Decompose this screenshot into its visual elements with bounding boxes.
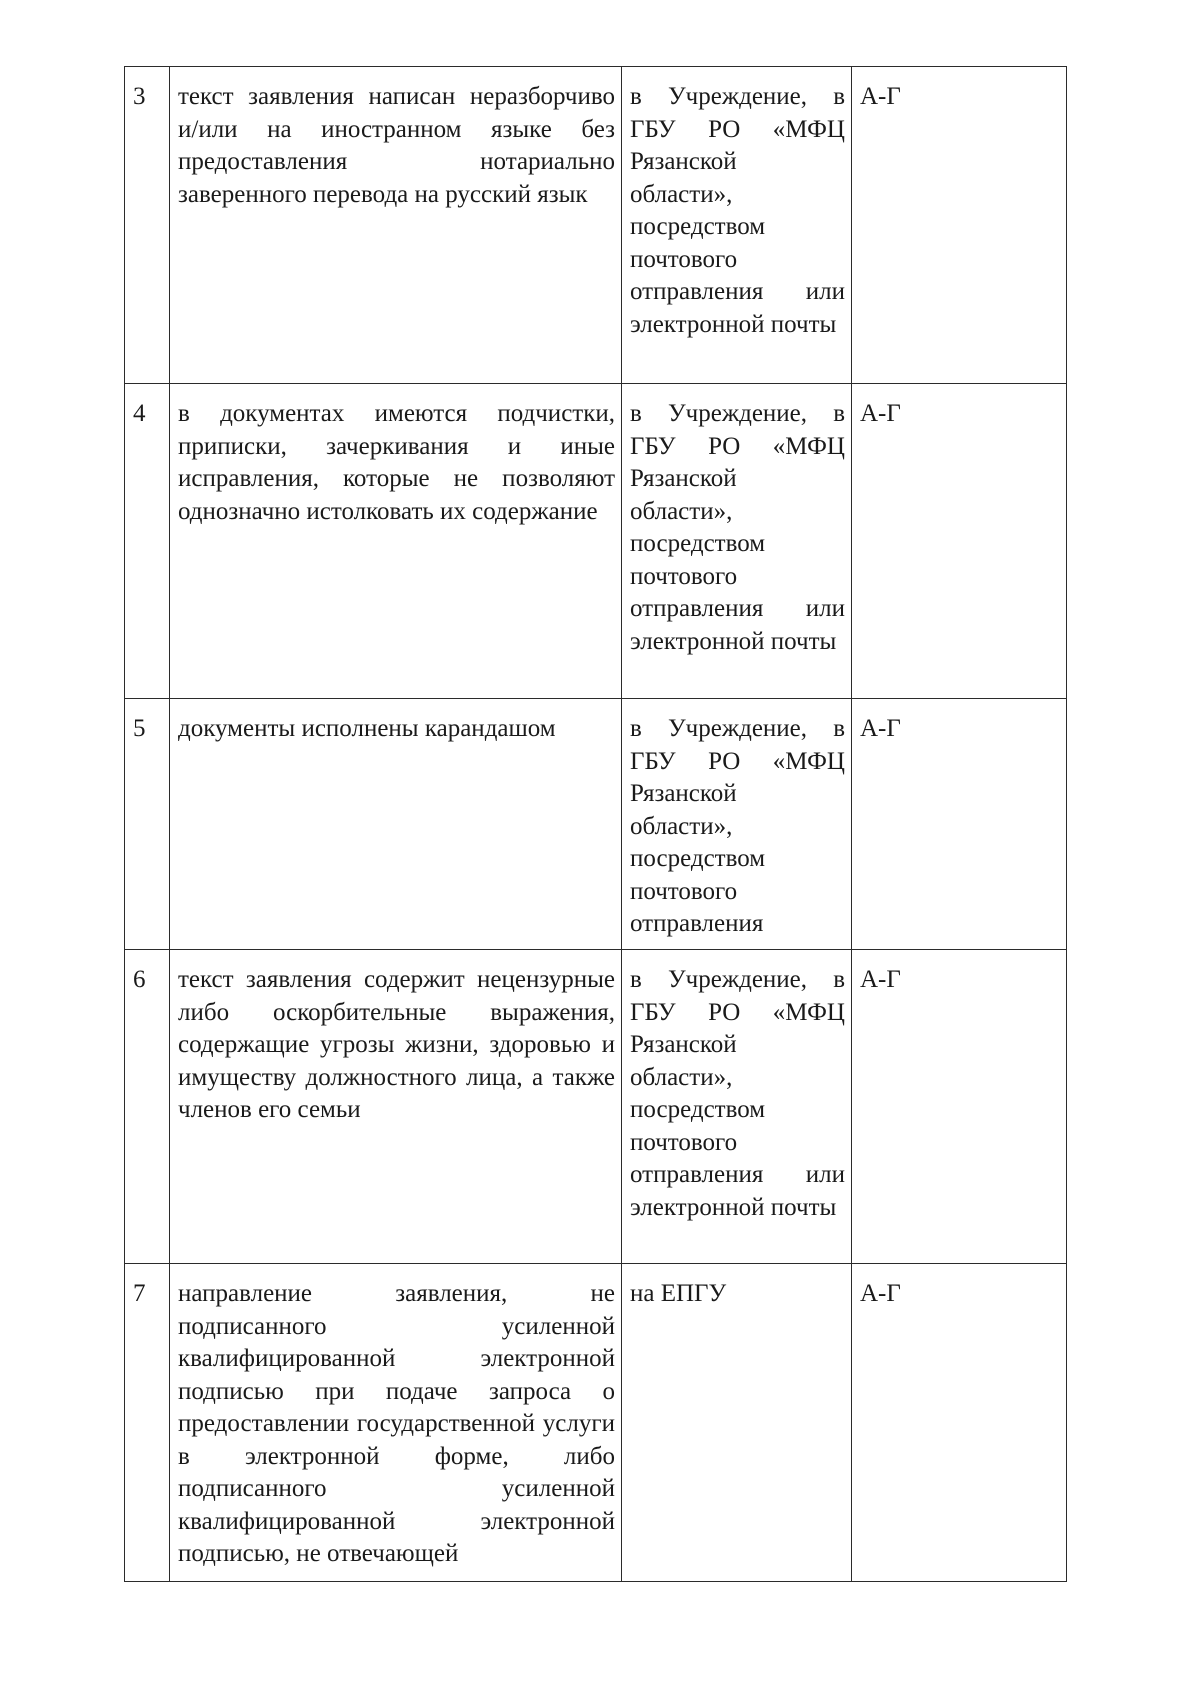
submission-channel-text: в Учреждение, в ГБУ РО «МФЦ Рязанской области», посредством почтового отправления или электронной почты <box>630 966 845 1221</box>
row-number: 3 <box>125 67 170 384</box>
applicant-category: А-Г <box>852 699 1067 950</box>
row-number: 4 <box>125 384 170 699</box>
refusal-reason <box>170 950 622 1264</box>
submission-channel <box>622 699 852 950</box>
submission-channel <box>622 1264 852 1582</box>
table-row <box>125 384 1067 699</box>
applicant-category: А-Г <box>852 67 1067 384</box>
table-row <box>125 699 1067 950</box>
submission-channel-text: на ЕПГУ <box>630 1280 727 1307</box>
submission-channel <box>622 950 852 1264</box>
row-number: 7 <box>125 1264 170 1582</box>
table-row <box>125 950 1067 1264</box>
submission-channel-text: в Учреждение, в ГБУ РО «МФЦ Рязанской области», посредством почтового отправления или электронной почты <box>630 83 845 338</box>
submission-channel <box>622 384 852 699</box>
refusal-reason-text: текст заявления написан неразборчиво и/или на иностранном языке без предоставления нотариально заверенного перевода на русский язык <box>178 83 615 208</box>
refusal-reason-text: в документах имеются подчистки, приписки, зачеркивания и иные исправления, которые не позволяют однозначно истолковать их содержание <box>178 400 615 525</box>
applicant-category: А-Г <box>852 384 1067 699</box>
applicant-category: А-Г <box>852 1264 1067 1582</box>
refusal-reason <box>170 67 622 384</box>
refusal-reason-text: направление заявления, не подписанного усиленной квалифицированной электронной подписью при подаче запроса о предоставлении государственной услуги в электронной форме, либо подписанного усиленной квалифицированной электронной подписью, не отвечающей <box>178 1280 615 1567</box>
row-number: 6 <box>125 950 170 1264</box>
applicant-category: А-Г <box>852 950 1067 1264</box>
row-number: 5 <box>125 699 170 950</box>
refusal-reason-text: документы исполнены карандашом <box>178 715 556 742</box>
refusal-grounds-table <box>124 66 1067 1582</box>
refusal-reason <box>170 384 622 699</box>
refusal-reason-text: текст заявления содержит нецензурные либо оскорбительные выражения, содержащие угрозы жизни, здоровью и имуществу должностного лица, а также членов его семьи <box>178 966 615 1123</box>
refusal-reason <box>170 699 622 950</box>
submission-channel-text: в Учреждение, в ГБУ РО «МФЦ Рязанской области», посредством почтового отправления <box>630 715 845 937</box>
submission-channel-text: в Учреждение, в ГБУ РО «МФЦ Рязанской области», посредством почтового отправления или электронной почты <box>630 400 845 655</box>
table-row <box>125 1264 1067 1582</box>
table-row <box>125 67 1067 384</box>
refusal-reason <box>170 1264 622 1582</box>
submission-channel <box>622 67 852 384</box>
